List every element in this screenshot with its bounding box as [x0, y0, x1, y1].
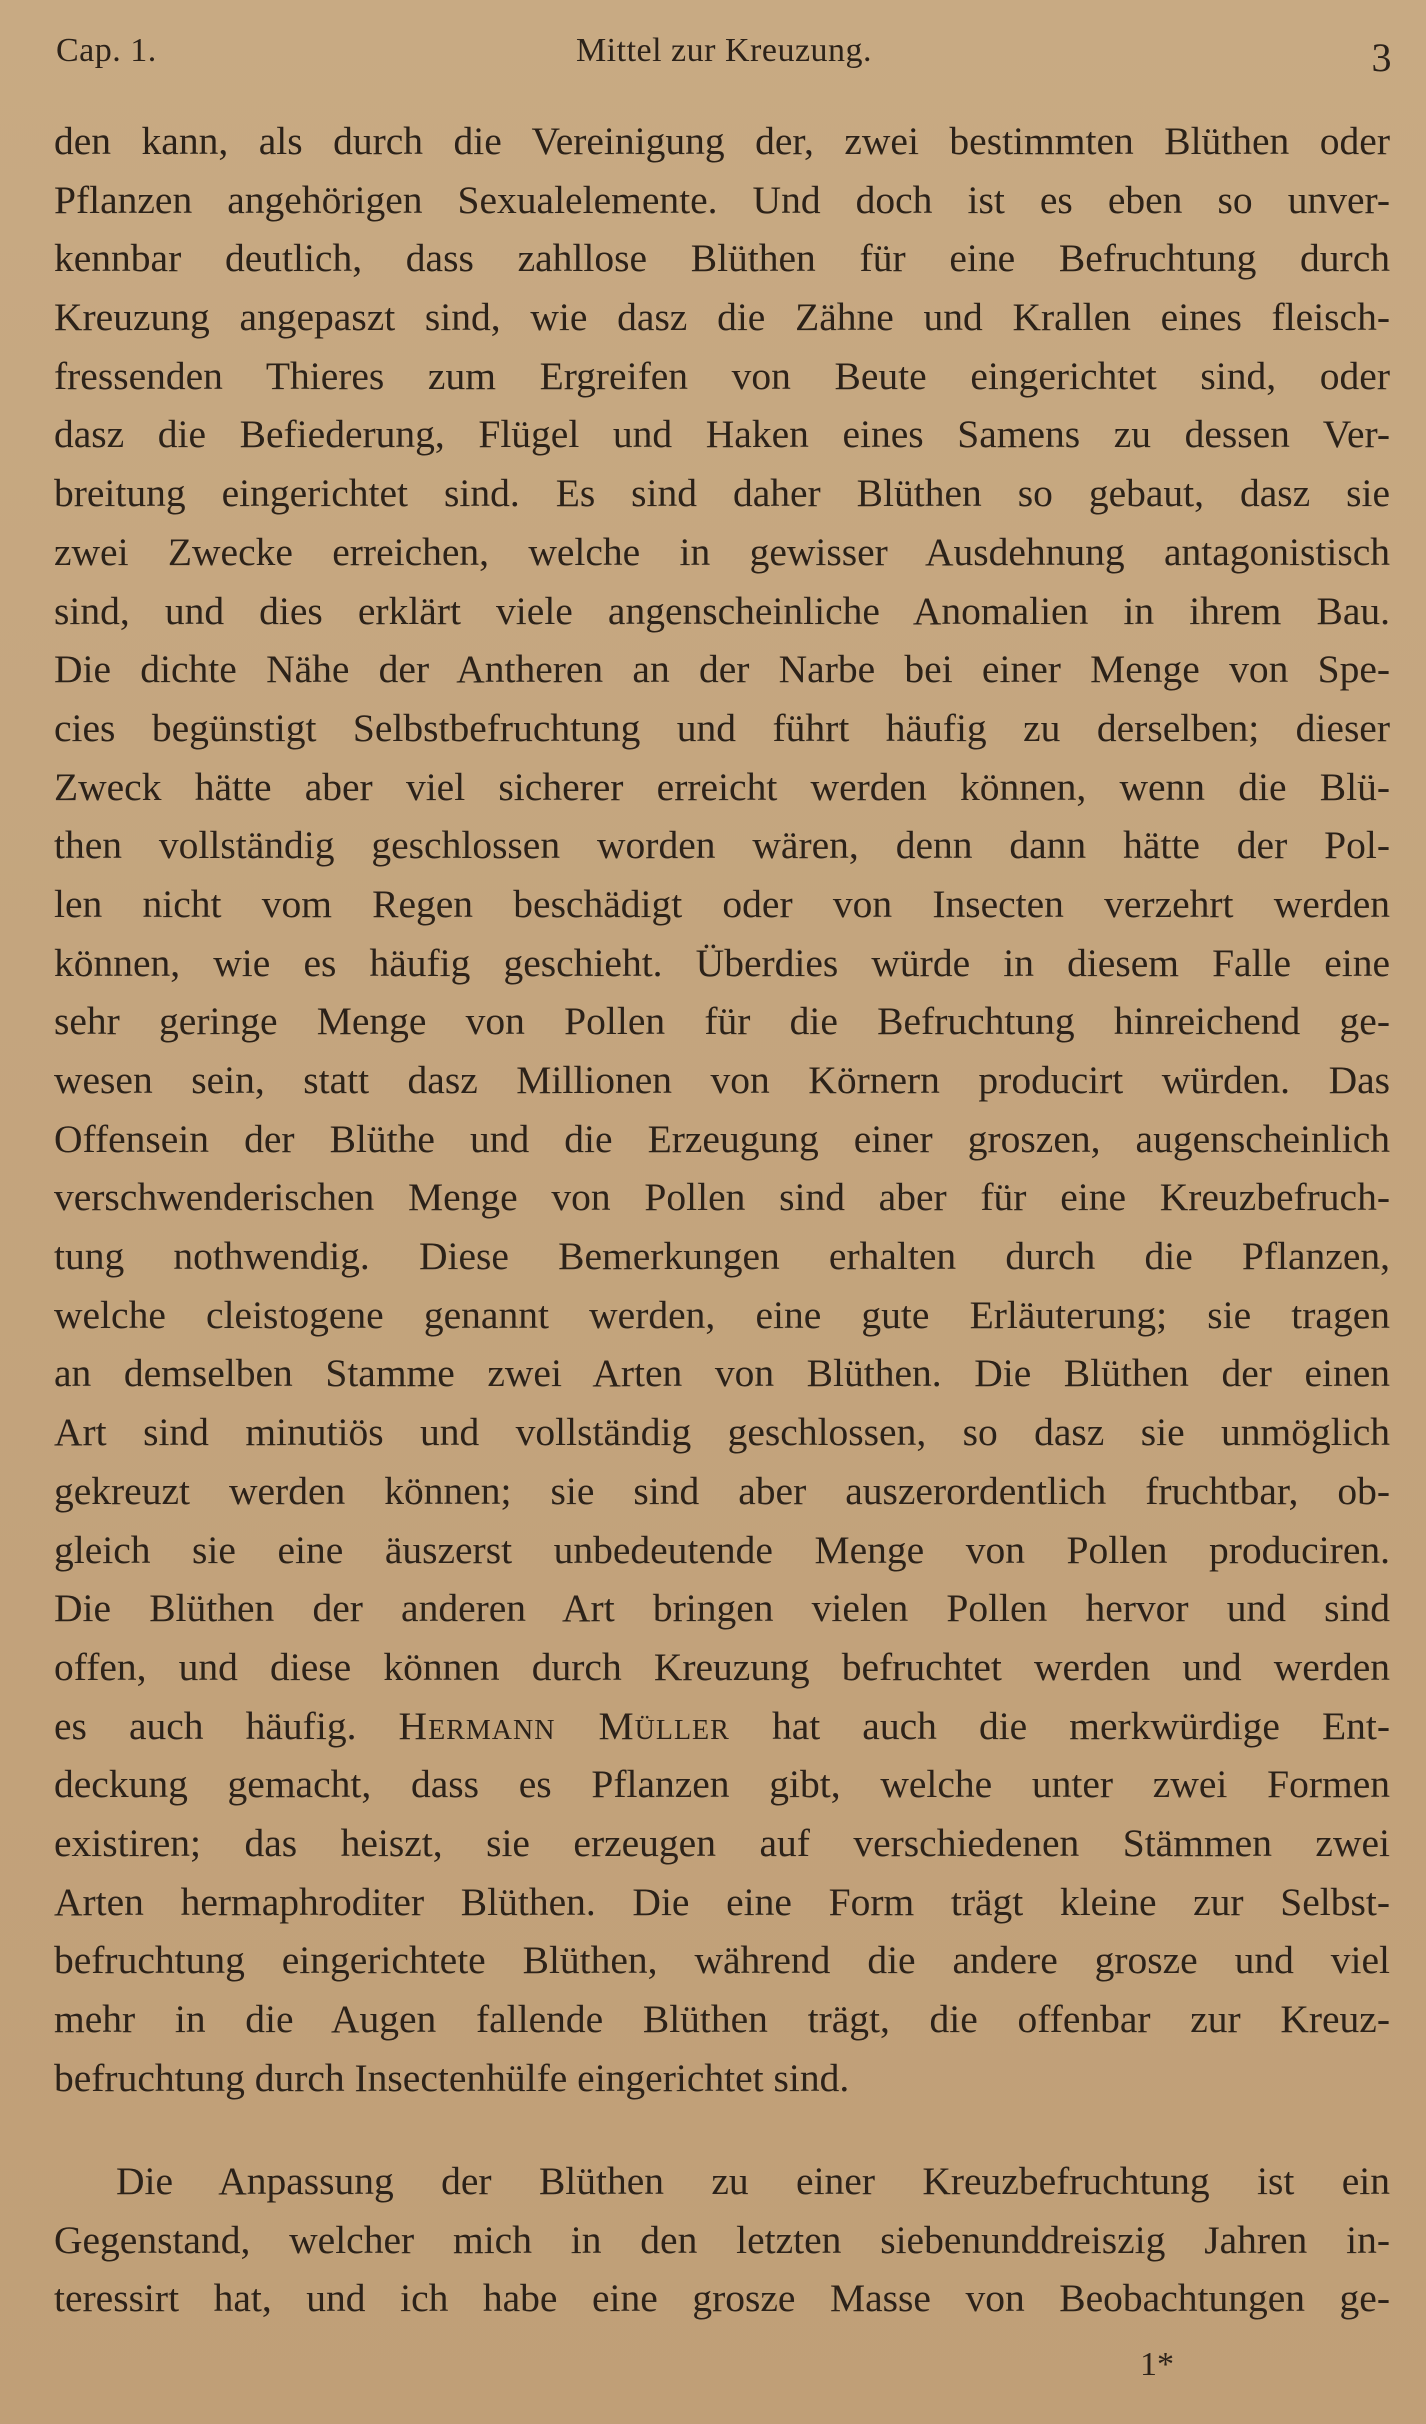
text-line: teressirt hat, und ich habe eine grosze Masse von Beobachtungen ge-	[54, 2276, 1390, 2321]
text-line: Die dichte Nähe der Antheren an der Narbe bei einer Menge von Spe-	[54, 647, 1390, 692]
text-line-with-name	[54, 1697, 1390, 1756]
text-line: Die Blüthen der anderen Art bringen vielen Pollen hervor und sind	[54, 1586, 1390, 1631]
signature-mark: 1*	[1140, 2346, 1174, 2383]
text-line: kennbar deutlich, dass zahllose Blüthen für eine Befruchtung durch	[54, 236, 1390, 281]
text-line: welche cleistogene genannt werden, eine gute Erläuterung; sie tragen	[54, 1292, 1390, 1337]
page-number: 3	[1371, 35, 1392, 80]
text-line: len nicht vom Regen beschädigt oder von Insecten verzehrt werden	[54, 881, 1390, 926]
text-line: deckung gemacht, dass es Pflanzen gibt, welche unter zwei Formen	[54, 1762, 1390, 1807]
text-line: können, wie es häufig geschieht. Überdies würde in diesem Falle eine	[54, 940, 1390, 985]
running-header	[56, 32, 1392, 82]
running-title: Mittel zur Kreuzung.	[575, 32, 873, 69]
text-line: fressenden Thieres zum Ergreifen von Beute eingerichtet sind, oder	[54, 353, 1390, 398]
text-line: tung nothwendig. Diese Bemerkungen erhalten durch die Pflanzen,	[54, 1234, 1390, 1279]
text-line: gekreuzt werden können; sie sind aber auszerordentlich fruchtbar, ob-	[54, 1468, 1390, 1513]
chapter-label: Cap. 1.	[56, 32, 157, 69]
text-line: verschwenderischen Menge von Pollen sind aber für eine Kreuzbefruch-	[54, 1175, 1390, 1220]
text-fragment: hat auch die merkwürdige Ent-	[729, 1703, 1390, 1748]
text-line: Zweck hätte aber viel sicherer erreicht werden können, wenn die Blü-	[54, 764, 1390, 809]
text-line: den kann, als durch die Vereinigung der, zwei bestimmten Blüthen oder	[54, 119, 1390, 163]
text-line: offen, und diese können durch Kreuzung befruchtet werden und werden	[54, 1644, 1390, 1689]
text-line: zwei Zwecke erreichen, welche in gewisser Ausdehnung antagonistisch	[54, 529, 1390, 574]
text-line: then vollständig geschlossen worden wären, denn dann hätte der Pol-	[54, 823, 1390, 868]
text-line: befruchtung durch Insectenhülfe eingerichtet sind.	[54, 2055, 850, 2100]
text-line: Gegenstand, welcher mich in den letzten siebenunddreiszig Jahren in-	[54, 2217, 1390, 2262]
text-line: breitung eingerichtet sind. Es sind daher Blüthen so gebaut, dasz sie	[54, 471, 1390, 516]
paragraph-1	[54, 112, 1390, 2107]
text-line: befruchtung eingerichtete Blüthen, während die andere grosze und viel	[54, 1938, 1390, 1983]
text-line: cies begünstigt Selbstbefruchtung und führt häufig zu derselben; dieser	[54, 705, 1390, 750]
author-name: Hermann Müller	[398, 1703, 730, 1748]
text-line: Die Anpassung der Blüthen zu einer Kreuzbefruchtung ist ein	[116, 2159, 1390, 2203]
text-line: wesen sein, statt dasz Millionen von Körnern producirt würden. Das	[54, 1058, 1390, 1102]
text-line: existiren; das heiszt, sie erzeugen auf verschiedenen Stämmen zwei	[54, 1820, 1390, 1865]
text-line: sehr geringe Menge von Pollen für die Befruchtung hinreichend ge-	[54, 999, 1390, 1044]
text-line: gleich sie eine äuszerst unbedeutende Menge von Pollen produciren.	[54, 1527, 1390, 1572]
text-line: Kreuzung angepaszt sind, wie dasz die Zähne und Krallen eines fleisch-	[54, 295, 1390, 340]
text-line: Offensein der Blüthe und die Erzeugung einer groszen, augenscheinlich	[54, 1116, 1390, 1161]
text-line: Pflanzen angehörigen Sexualelemente. Und doch ist es eben so unver-	[54, 177, 1390, 222]
text-line: sind, und dies erklärt viele angenscheinliche Anomalien in ihrem Bau.	[54, 588, 1390, 633]
text-line: Art sind minutiös und vollständig geschlossen, so dasz sie unmöglich	[54, 1410, 1390, 1455]
text-line: mehr in die Augen fallende Blüthen trägt, die offenbar zur Kreuz-	[54, 1997, 1390, 2041]
text-line: dasz die Befiederung, Flügel und Haken eines Samens zu dessen Ver-	[54, 412, 1390, 457]
paragraph-2	[54, 2152, 1390, 2328]
text-fragment: es auch häufig.	[54, 1703, 399, 1748]
text-line: Arten hermaphroditer Blüthen. Die eine Form trägt kleine zur Selbst-	[54, 1879, 1390, 1924]
text-line: an demselben Stamme zwei Arten von Blüthen. Die Blüthen der einen	[54, 1351, 1390, 1396]
